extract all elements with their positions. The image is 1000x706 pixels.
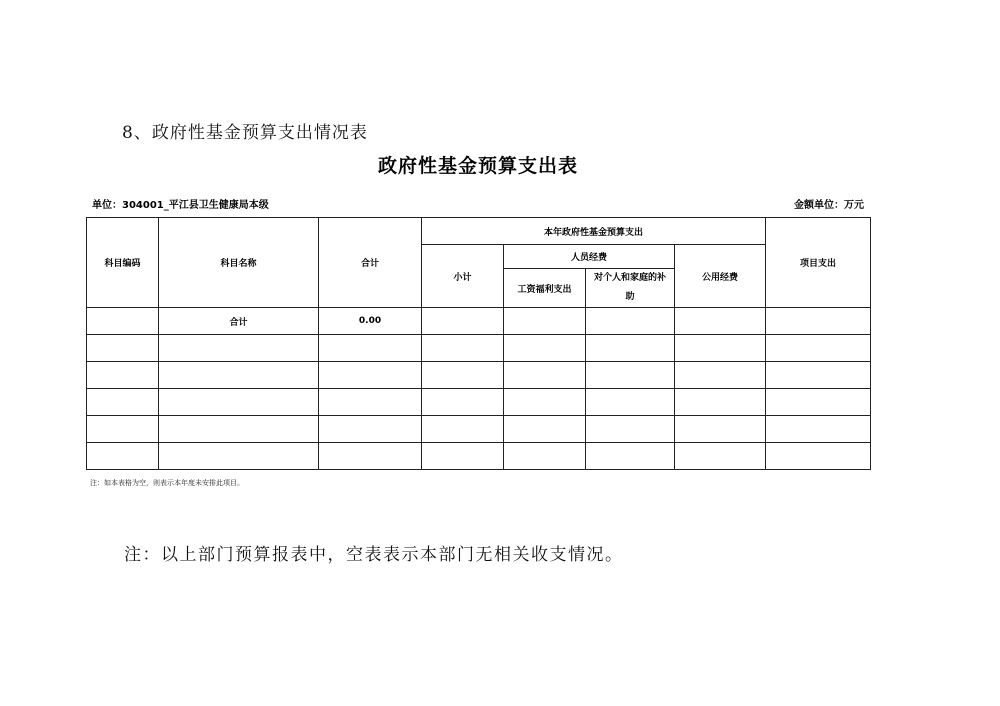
header-row-1 [87,218,871,245]
header-code: 科目编码 [87,218,159,308]
page-title: 政府性基金预算支出表 [377,155,578,177]
table-row [87,443,871,470]
cell-total: 0.00 [319,308,422,335]
header-salary-welfare: 工资福利支出 [504,269,586,308]
section-heading: 8、政府性基金预算支出情况表 [122,123,368,143]
header-personnel: 人员经费 [504,245,675,269]
cell-public-funds [675,308,766,335]
closing-note: 注：以上部门预算报表中，空表表示本部门无相关收支情况。 [124,545,624,565]
header-individual-family [586,269,675,308]
header-subtotal: 小计 [422,245,504,308]
table-footnote: 注：如本表格为空，则表示本年度未安排此项目。 [90,479,244,487]
unit-label: 单位：304001_平江县卫生健康局本级 [92,200,269,211]
header-individual-family-text: 对个人和家庭的补助 [594,273,667,302]
header-current-year: 本年政府性基金预算支出 [422,218,766,245]
cell-project [766,308,871,335]
currency-unit-label: 金额单位：万元 [794,200,864,211]
header-public-funds: 公用经费 [675,245,766,308]
header-project: 项目支出 [766,218,871,308]
table-row-total [87,308,871,335]
cell-salary-welfare [504,308,586,335]
table-row [87,389,871,416]
cell-individual-family [586,308,675,335]
cell-name: 合计 [159,308,319,335]
header-name: 科目名称 [159,218,319,308]
table-row [87,416,871,443]
table-row [87,362,871,389]
cell-subtotal [422,308,504,335]
header-total: 合计 [319,218,422,308]
table-row [87,335,871,362]
cell-code [87,308,159,335]
budget-table [86,217,871,470]
